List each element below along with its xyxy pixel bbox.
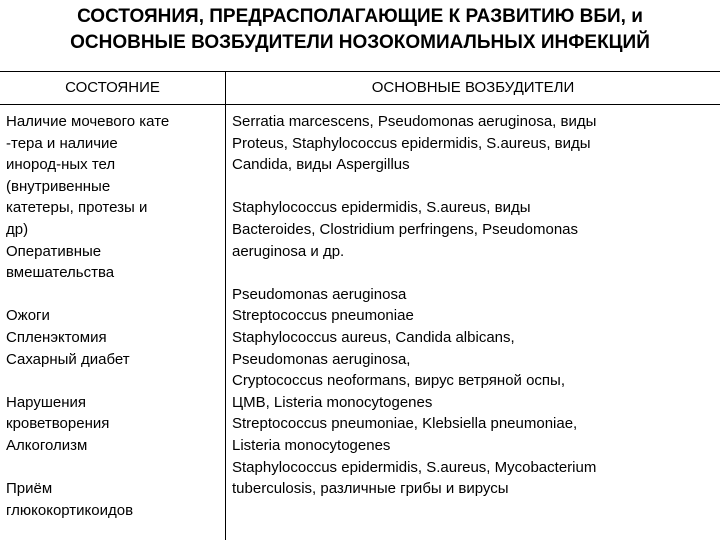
pathogen-line: ЦМВ, Listeria monocytogenes xyxy=(232,393,433,411)
pathogen-line: aeruginosa и др. xyxy=(232,242,345,260)
condition-line: вмешательства xyxy=(6,264,115,282)
pathogen-spacer xyxy=(232,262,596,284)
condition-line: др) xyxy=(6,220,29,238)
header-bottom-border xyxy=(0,104,720,105)
pathogen-line: Cryptococcus neoformans, вирус ветряной оспы, xyxy=(232,372,565,390)
condition-line: катетеры, протезы и xyxy=(6,199,148,217)
pathogen-spacer xyxy=(232,176,596,198)
condition-spacer xyxy=(6,457,169,479)
pathogen-line: Staphylococcus epidermidis, S.aureus, Mycobacterium xyxy=(232,458,597,476)
condition-line: инород-ных тел xyxy=(6,156,116,174)
condition-line: (внутривенные xyxy=(6,177,111,195)
condition-line: Приём xyxy=(6,480,53,498)
pathogen-line: Staphylococcus aureus, Candida albicans, xyxy=(232,328,515,346)
pathogen-line: Pseudomonas aeruginosa, xyxy=(232,350,411,368)
condition-spacer xyxy=(6,370,169,392)
header-condition: СОСТОЯНИЕ xyxy=(65,79,160,96)
pathogen-line: Bacteroides, Clostridium perfringens, Pseudomonas xyxy=(232,220,579,238)
condition-line: Оперативные xyxy=(6,242,102,260)
condition-line: Спленэктомия xyxy=(6,328,107,346)
conditions-column xyxy=(6,111,169,521)
table-top-border xyxy=(0,71,720,72)
condition-line: Нарушения xyxy=(6,393,87,411)
pathogen-line: Candida, виды Aspergillus xyxy=(232,156,410,174)
header-pathogens: ОСНОВНЫЕ ВОЗБУДИТЕЛИ xyxy=(371,79,575,96)
title-line-2: ОСНОВНЫЕ ВОЗБУДИТЕЛИ НОЗОКОМИАЛЬНЫХ ИНФЕКЦИЙ xyxy=(70,32,650,53)
pathogen-line: Streptococcus pneumoniae xyxy=(232,307,414,325)
pathogen-line: Staphylococcus epidermidis, S.aureus, виды xyxy=(232,199,531,217)
condition-line: Сахарный диабет xyxy=(6,350,130,368)
condition-line: глюкокортикоидов xyxy=(6,501,134,519)
pathogen-line: tuberculosis, различные грибы и вирусы xyxy=(232,480,509,498)
pathogens-column xyxy=(232,111,596,500)
title-line-1: СОСТОЯНИЯ, ПРЕДРАСПОЛАГАЮЩИЕ К РАЗВИТИЮ ВБИ, и xyxy=(77,6,643,27)
pathogen-line: Proteus, Staphylococcus epidermidis, S.aureus, виды xyxy=(232,134,591,152)
condition-line: кроветворения xyxy=(6,415,110,433)
column-divider xyxy=(225,71,226,540)
condition-spacer xyxy=(6,284,169,306)
condition-line: Ожоги xyxy=(6,307,50,325)
pathogen-line: Serratia marcescens, Pseudomonas aeruginosa, виды xyxy=(232,113,597,130)
page-title xyxy=(0,4,720,56)
pathogen-line: Pseudomonas aeruginosa xyxy=(232,285,407,303)
condition-line: Наличие мочевого кате xyxy=(6,113,170,130)
condition-line: -тера и наличие xyxy=(6,134,118,152)
condition-line: Алкоголизм xyxy=(6,436,88,454)
pathogen-line: Listeria monocytogenes xyxy=(232,436,391,454)
pathogen-line: Streptococcus pneumoniae, Klebsiella pneumoniae, xyxy=(232,415,578,433)
